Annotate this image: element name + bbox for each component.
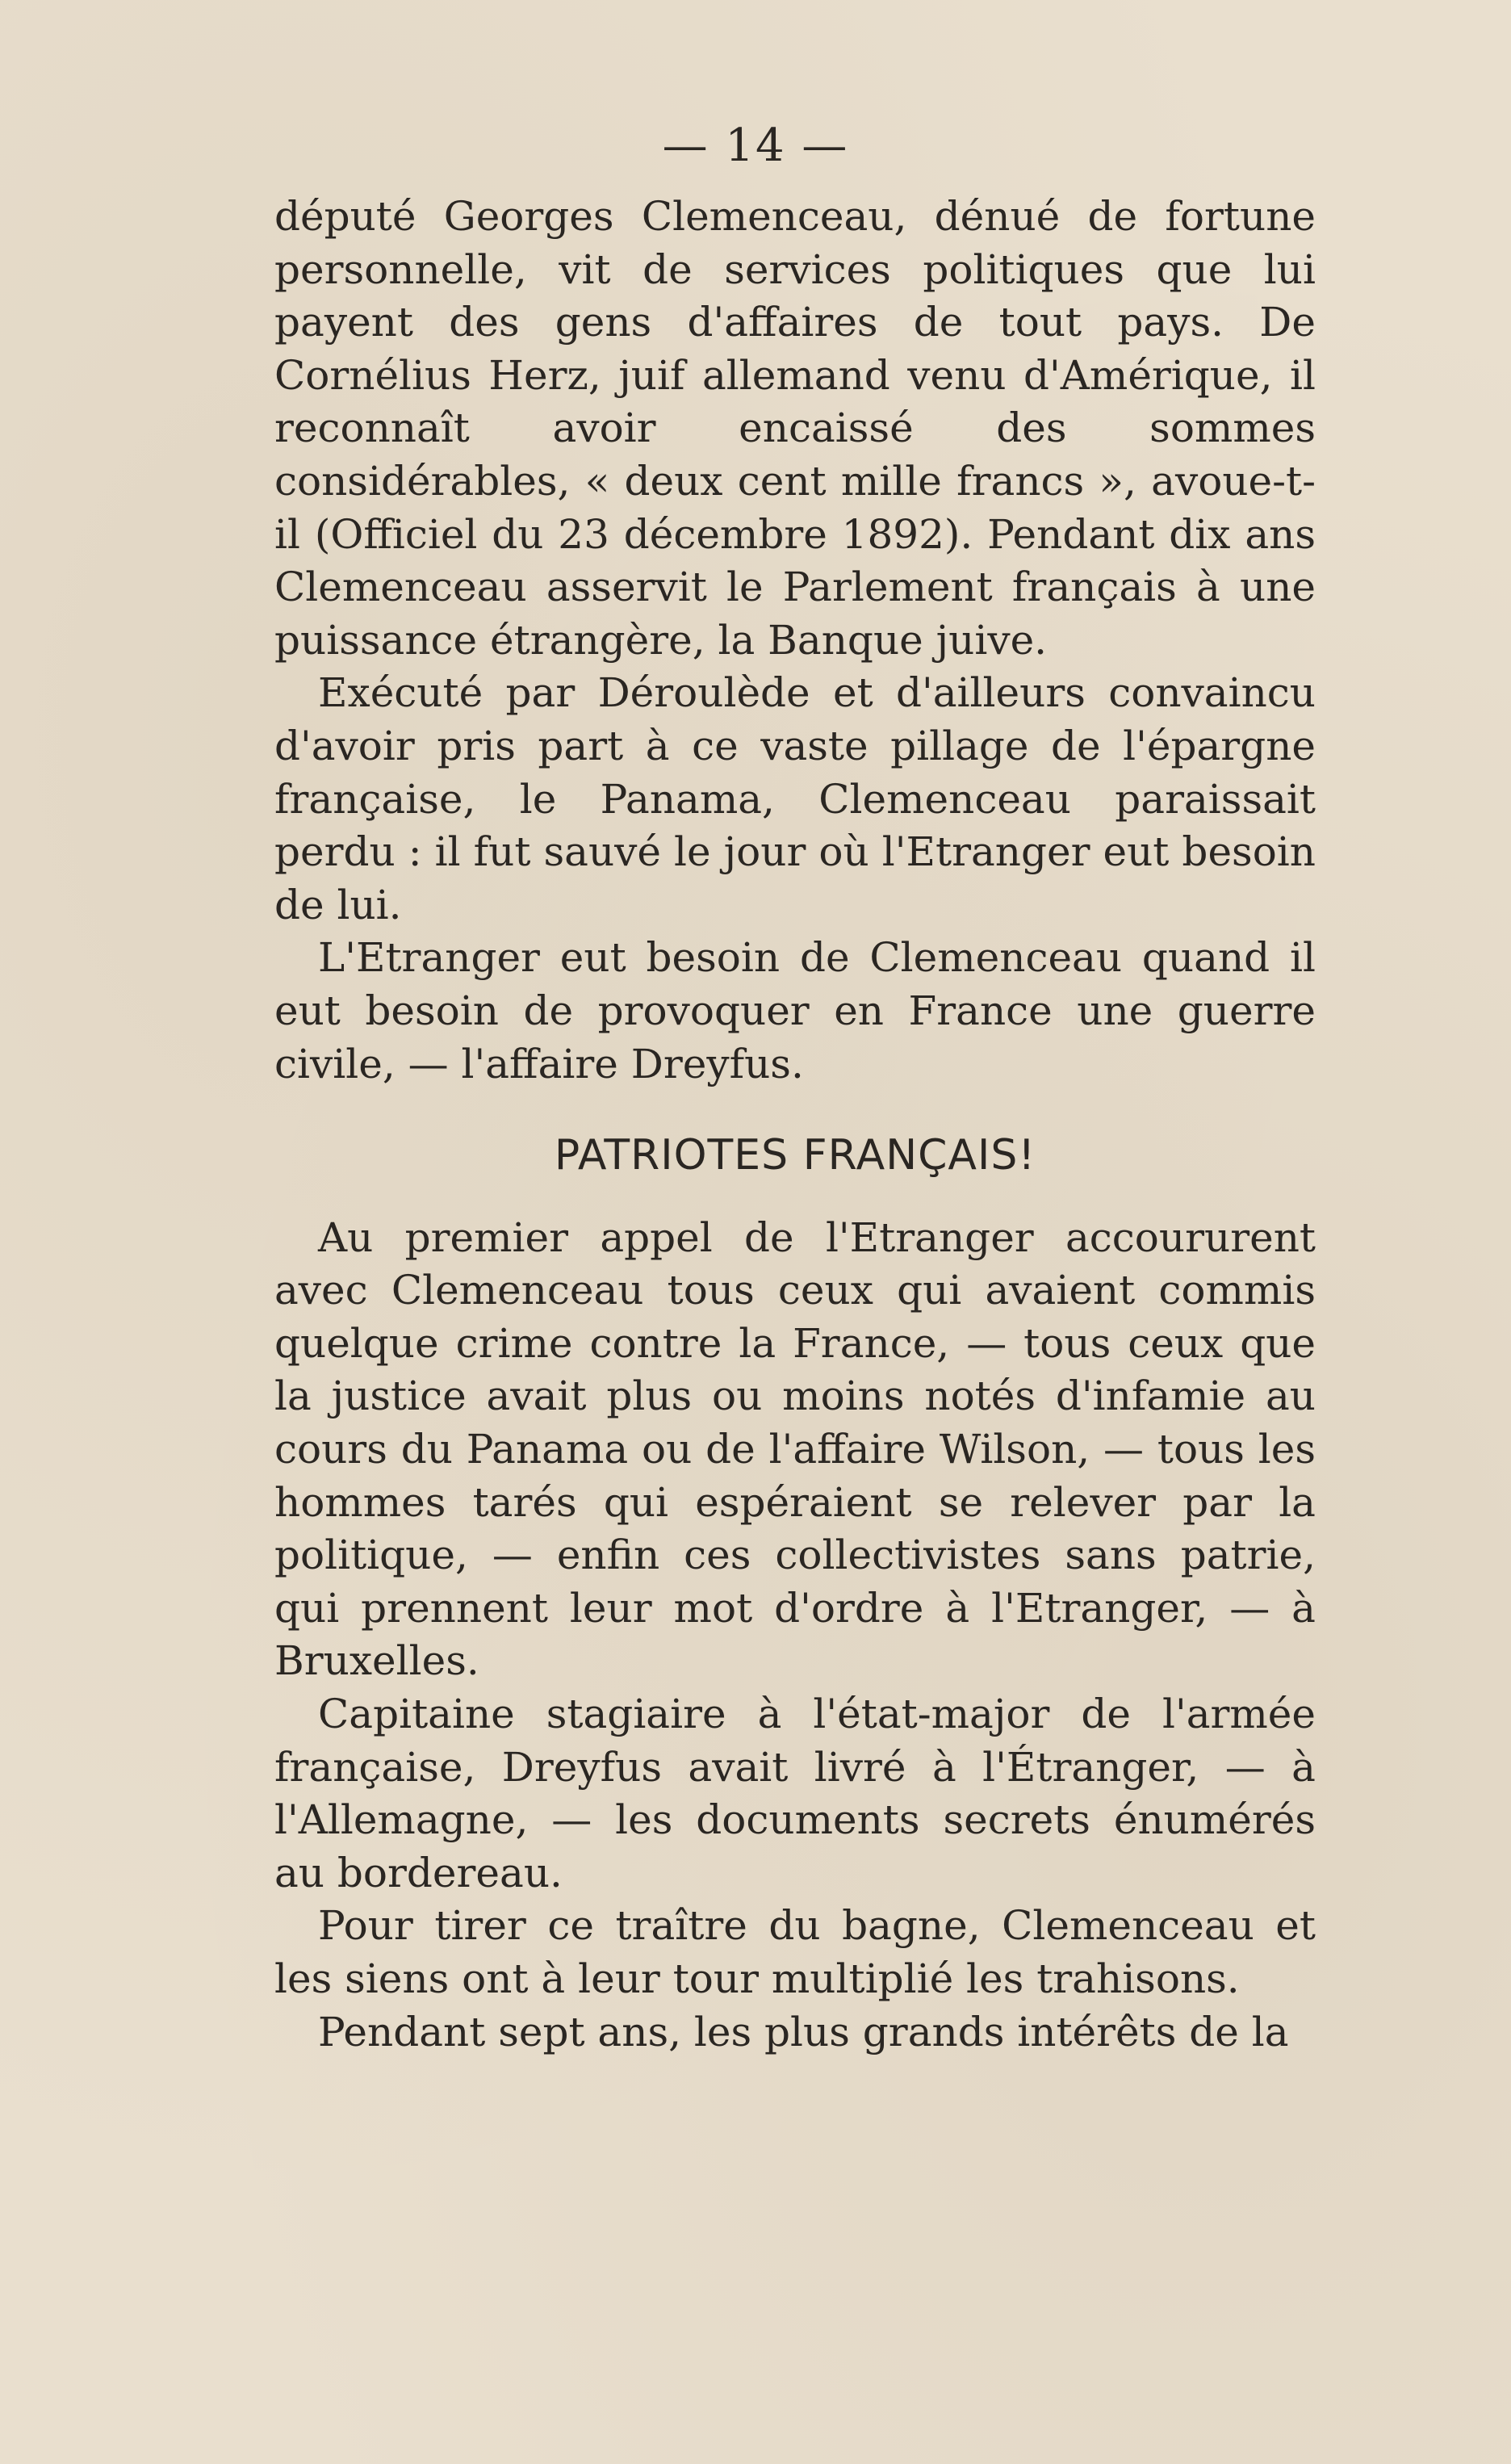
paragraph-6: Pour tirer ce traître du bagne, Clemenceau et les siens ont à leur tour multiplié les trahisons. bbox=[274, 1902, 1316, 2002]
paragraph-5: Capitaine stagiaire à l'état-major de l'armée française, Dreyfus avait livré à l'Étranger, — à l'Allemagne, — les documents secrets énumérés au bordereau. bbox=[274, 1691, 1316, 1896]
paragraph-2: Exécuté par Déroulède et d'ailleurs convaincu d'avoir pris part à ce vaste pillage de l'épargne française, le Panama, Clemenceau paraissait perdu : il fut sauvé le jour où l'Etranger eut besoin de lui. bbox=[274, 669, 1316, 928]
paragraph-7: Pendant sept ans, les plus grands intérêts de la bbox=[318, 2008, 1289, 2055]
paragraph-3: L'Etranger eut besoin de Clemenceau quand il eut besoin de provoquer en France une guerre civile, — l'affaire Dreyfus. bbox=[274, 934, 1316, 1087]
body-text bbox=[274, 191, 1316, 2059]
paragraph-4: Au premier appel de l'Etranger accoururent avec Clemenceau tous ceux qui avaient commis quelque crime contre la France, — tous ceux que la justice avait plus ou moins notés d'infamie au cours du Panama ou de l'affaire Wilson, — tous les hommes tarés qui espéraient se relever par la politique, — enfin ces collectivistes sans patrie, qui prennent leur mot d'ordre à l'Etranger, — à Bruxelles. bbox=[274, 1213, 1316, 1685]
section-heading: PATRIOTES FRANÇAIS! bbox=[554, 1131, 1036, 1180]
paragraph-1: député Georges Clemenceau, dénué de fortune personnelle, vit de services politiques que lui payent des gens d'affaires de tout pays. De Cornélius Herz, juif allemand venu d'Amérique, il reconnaît avoir encaissé des sommes considérables, « deux cent mille francs », avoue-t-il (Officiel du 23 décembre 1892). Pendant dix ans Clemenceau asservit le Parlement français à une puissance étrangère, la Banque juive. bbox=[274, 193, 1316, 664]
page-number: — 14 — bbox=[662, 119, 849, 172]
